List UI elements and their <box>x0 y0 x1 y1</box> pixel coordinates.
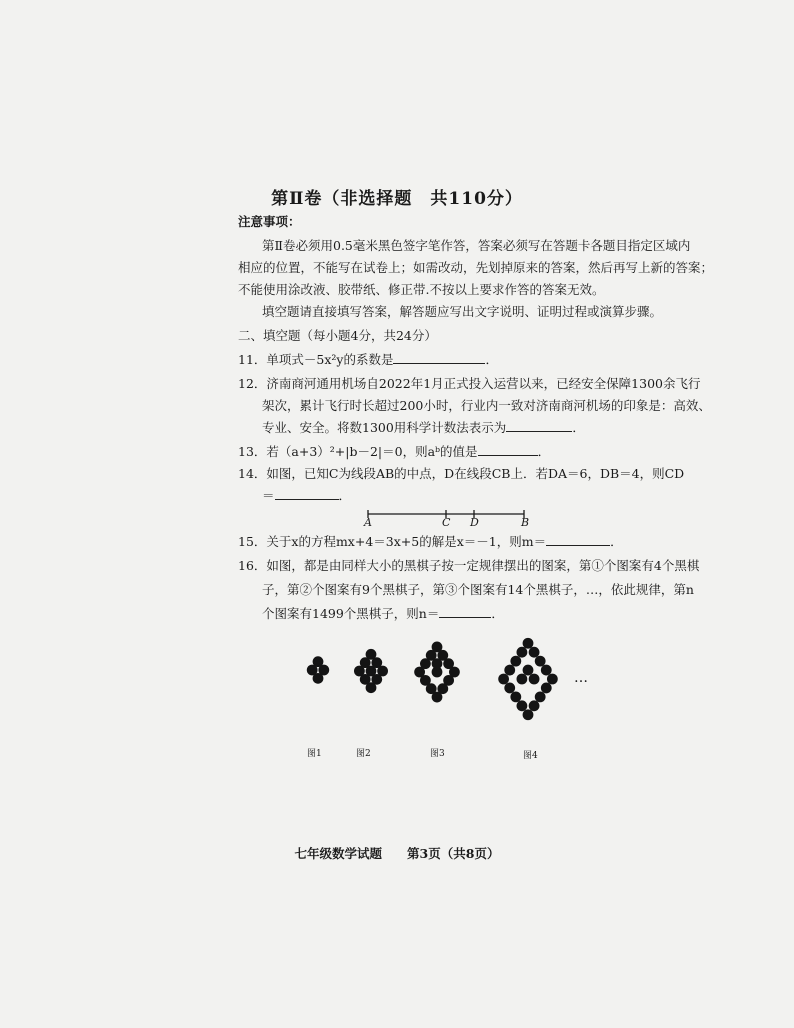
figure-label-2: 图2 <box>356 749 371 759</box>
question-11-text: 11．单项式－5x²y的系数是 <box>238 352 394 367</box>
question-14-text: ＝ <box>262 488 275 503</box>
chess-piece-fig4-4 <box>535 656 546 667</box>
question-16-line-3: 个图案有1499个黑棋子，则n＝ ． <box>262 606 504 621</box>
chess-piece-fig4-12 <box>541 683 552 694</box>
chess-piece-fig4-16 <box>529 700 540 711</box>
notice-heading: 注意事项： <box>238 214 301 229</box>
question-13: 13．若（a+3）²+|b－2|＝0，则aᵇ的值是 ． <box>238 444 551 459</box>
notice-line-2: 相应的位置，不能写在试卷上；如需改动，先划掉原来的答案，然后再写上新的答案； <box>238 260 714 275</box>
ellipsis: … <box>574 670 588 686</box>
question-14-line-2: ＝ ． <box>262 488 352 503</box>
chess-piece-fig4-18 <box>523 665 534 676</box>
chess-piece-fig3-12 <box>432 692 443 703</box>
chess-piece-fig4-3 <box>510 656 521 667</box>
question-15-text: 15．关于x的方程mx+4＝3x+5的解是x＝－1，则m＝ <box>238 534 547 549</box>
chess-piece-fig1-3 <box>313 673 324 684</box>
question-16-line-1: 16．如图，都是由同样大小的黑棋子按一定规律摆出的图案，第①个图案有4个黑棋 <box>238 558 700 573</box>
notice-line-4: 填空题请直接填写答案，解答题应写出文字说明、证明过程或演算步骤。 <box>262 304 663 319</box>
label-a: A <box>364 516 372 529</box>
chess-piece-fig4-15 <box>517 700 528 711</box>
chess-piece-fig4-13 <box>510 691 521 702</box>
section-heading: 二、填空题（每小题4分，共24分） <box>238 328 437 343</box>
question-16-text: 个图案有1499个黑棋子，则n＝ <box>262 606 440 621</box>
chess-piece-fig4-6 <box>541 665 552 676</box>
question-12-line-3: 专业、安全。将数1300用科学计数法表示为 ． <box>262 420 585 435</box>
chess-piece-fig2-8 <box>366 682 377 693</box>
chess-piece-fig4-5 <box>504 665 515 676</box>
question-15: 15．关于x的方程mx+4＝3x+5的解是x＝－1，则m＝ ． <box>238 534 623 549</box>
chess-piece-fig4-11 <box>504 683 515 694</box>
question-14-line-1: 14．如图，已知C为线段AB的中点，D在线段CB上．若DA＝6，DB＝4，则CD <box>238 466 685 481</box>
label-c: C <box>442 516 451 529</box>
chess-piece-fig4-17 <box>523 709 534 720</box>
chess-piece-fig4-1 <box>517 647 528 658</box>
label-b: B <box>521 516 530 529</box>
label-d: D <box>470 516 479 529</box>
question-16-line-2: 子，第②个图案有9个黑棋子，第③个图案有14个黑棋子，…，依此规律，第n <box>262 582 694 597</box>
question-12-line-2: 架次，累计飞行时长超过200小时，行业内一致对济南商河机场的印象是：高效、 <box>262 398 711 413</box>
chess-piece-fig4-7 <box>498 674 509 685</box>
chess-piece-fig4-0 <box>523 638 534 649</box>
question-11: 11．单项式－5x²y的系数是 ． <box>238 352 498 367</box>
page-title: 第Ⅱ卷（非选择题 共110分） <box>271 189 523 209</box>
chess-piece-fig3-13 <box>432 658 443 669</box>
page-footer: 七年级数学试题 第3页（共8页） <box>294 846 500 861</box>
figure-label-4: 图4 <box>523 751 538 761</box>
chess-piece-fig4-14 <box>535 691 546 702</box>
chess-piece-fig4-10 <box>547 674 558 685</box>
question-12-line-1: 12．济南商河通用机场自2022年1月正式投入运营以来，已经安全保障1300余飞行 <box>238 376 701 391</box>
chess-piece-fig4-8 <box>517 674 528 685</box>
question-13-text: 13．若（a+3）²+|b－2|＝0，则aᵇ的值是 <box>238 444 478 459</box>
chess-piece-fig4-9 <box>529 674 540 685</box>
figure-label-3: 图3 <box>430 749 445 759</box>
notice-line-3: 不能使用涂改液、胶带纸、修正带.不按以上要求作答的答案无效。 <box>238 282 605 297</box>
question-12-text: 专业、安全。将数1300用科学计数法表示为 <box>262 420 507 435</box>
figure-label-1: 图1 <box>307 749 322 759</box>
chess-piece-fig4-2 <box>529 647 540 658</box>
notice-line-1: 第Ⅱ卷必须用0.5毫米黑色签字笔作答，答案必须写在答题卡各题目指定区域内 <box>262 238 691 253</box>
